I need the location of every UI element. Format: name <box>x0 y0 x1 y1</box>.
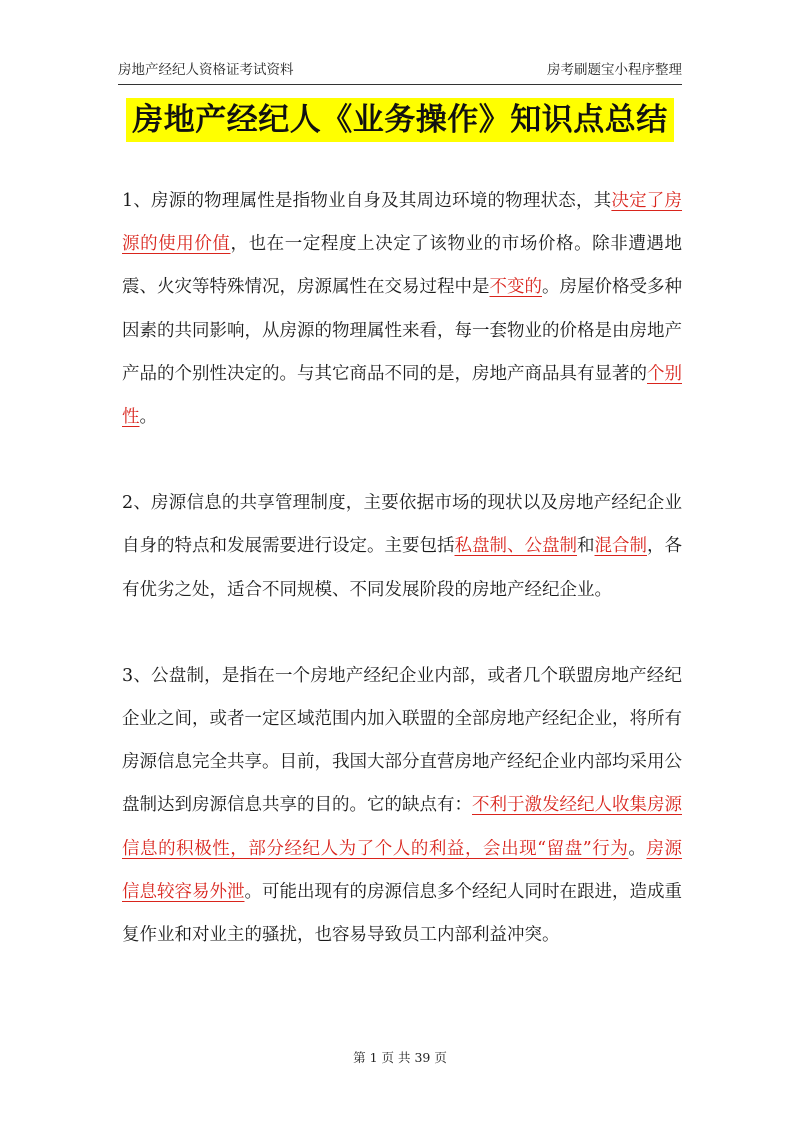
header-right-text: 房考刷题宝小程序整理 <box>547 62 682 78</box>
highlighted-text: 个别性 <box>122 363 682 428</box>
document-title: 房地产经纪人《业务操作》知识点总结 <box>126 98 674 142</box>
body-text: 。 <box>139 407 157 428</box>
body-text: 。房屋价格受多种因素的共同影响，从房源的物理属性来看，每一套物业的价格是由房地产产品的个别性决定的。与其它商品不同的是，房地产商品具有显著的 <box>122 277 682 384</box>
title-block <box>0 98 800 142</box>
body-text: 和 <box>577 536 595 557</box>
body-text: 2、房源信息的共享管理制度，主要依据市场的现状以及房地产经纪企业自身的特点和发展需要进行设定。主要包括 <box>122 493 682 557</box>
page-header <box>118 56 682 78</box>
paragraph-2 <box>122 482 682 612</box>
document-body <box>122 180 682 957</box>
header-left-text: 房地产经纪人资格证考试资料 <box>118 62 294 78</box>
paragraph-1 <box>122 180 682 439</box>
header-divider <box>118 84 682 85</box>
highlighted-text: 不利于激发经纪人收集房源信息的积极性，部分经纪人为了个人的利益，会出现“留盘”行为 <box>122 795 682 859</box>
page-footer: 第 1 页 共 39 页 <box>353 1050 447 1065</box>
highlighted-text: 私盘制、公盘制 <box>454 536 577 557</box>
body-text: 3、公盘制，是指在一个房地产经纪企业内部，或者几个联盟房地产经纪企业之间，或者一定区域范围内加入联盟的全部房地产经纪企业，将所有房源信息完全共享。目前，我国大部分直营房地产经纪企业内部均采用公盘制达到房源信息共享的目的。它的缺点有： <box>122 665 682 816</box>
body-text: ，各有优劣之处，适合不同规模、不同发展阶段的房地产经纪企业。 <box>122 536 682 600</box>
paragraph-3 <box>122 655 682 957</box>
body-text: 。可能出现有的房源信息多个经纪人同时在跟进，造成重复作业和对业主的骚扰，也容易导致员工内部利益冲突。 <box>122 881 682 946</box>
highlighted-text: 房源信息较容易外泄 <box>122 838 683 902</box>
highlighted-text: 不变的 <box>489 277 542 298</box>
body-text: 。 <box>628 838 647 859</box>
highlighted-text: 决定了房源的使用价值 <box>122 191 683 255</box>
highlighted-text: 混合制 <box>594 536 647 557</box>
body-text: 1、房源的物理属性是指物业自身及其周边环境的物理状态，其 <box>122 191 612 211</box>
body-text: ，也在一定程度上决定了该物业的市场价格。除非遭遇地震、火灾等特殊情况，房源属性在交易过程中是 <box>122 234 682 298</box>
